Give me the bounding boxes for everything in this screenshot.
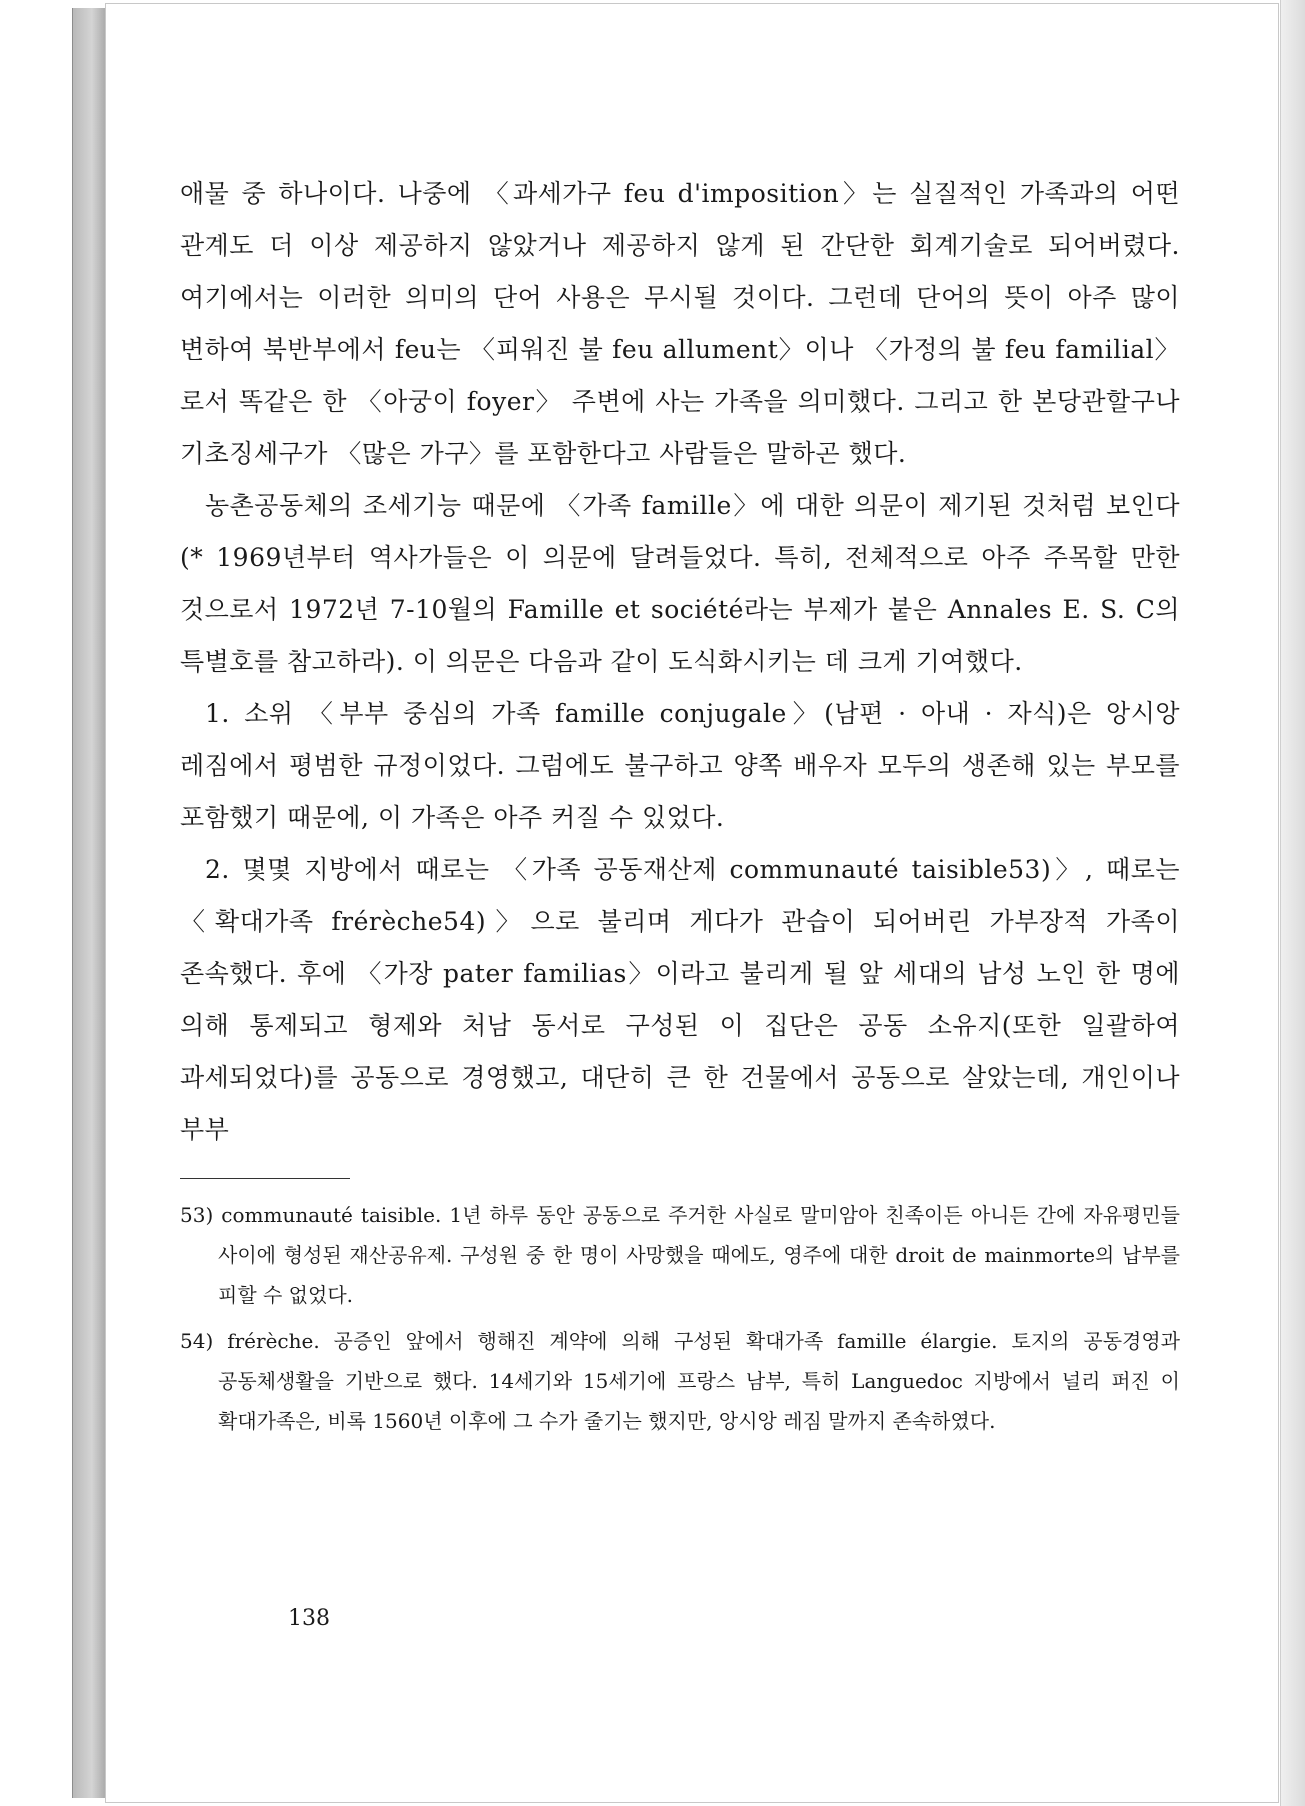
body-paragraph-1: 애물 중 하나이다. 나중에 〈과세가구 feu d'imposition〉는 실질적인 가족과의 어떤 관계도 더 이상 제공하지 않았거나 제공하지 않게 된 간단한 회계기술로 되어버렸다. 여기에서는 이러한 의미의 단어 사용은 무시될 것이다. 그런데 단어의 뜻이 아주 많이 변하여 북반부에서 feu는 〈피워진 불 feu allument〉이나 〈가정의 불 feu familial〉로서 똑같은 한 〈아궁이 foyer〉 주변에 사는 가족을 의미했다. 그리고 한 본당관할구나 기초징세구가 〈많은 가구〉를 포함한다고 사람들은 말하곤 했다. (180, 179, 1180, 468)
footnote-53: 53) communauté taisible. 1년 하루 동안 공동으로 주거한 사실로 말미암아 친족이든 아니든 간에 자유평민들 사이에 형성된 재산공유제. 구성원 중 한 명이 사망했을 때에도, 영주에 대한 droit de mainmorte의 납부를 피할 수 없었다. (180, 1203, 1180, 1307)
next-page-edge (1280, 0, 1305, 1806)
footnote-54: 54) frérèche. 공증인 앞에서 행해진 계약에 의해 구성된 확대가족 famille élargie. 토지의 공동경영과 공동체생활을 기반으로 했다. 14세기와 15세기에 프랑스 남부, 특히 Languedoc 지방에서 널리 퍼진 이 확대가족은, 비록 1560년 이후에 그 수가 줄기는 했지만, 앙시앙 레짐 말까지 존속하였다. (180, 1329, 1180, 1433)
footnote-separator (180, 1178, 350, 1179)
page-content (180, 168, 1180, 1447)
book-spine (72, 8, 107, 1798)
page-number: 138 (288, 1606, 330, 1631)
body-paragraph-4: 2. 몇몇 지방에서 때로는 〈가족 공동재산제 communauté taisible53)〉, 때로는 〈확대가족 frérèche54)〉으로 불리며 게다가 관습이 되어버린 가부장적 가족이 존속했다. 후에 〈가장 pater familias〉이라고 불리게 될 앞 세대의 남성 노인 한 명에 의해 통제되고 형제와 처남 동서로 구성된 이 집단은 공동 소유지(또한 일괄하여 과세되었다)를 공동으로 경영했고, 대단히 큰 한 건물에서 공동으로 살았는데, 개인이나 부부 (180, 855, 1180, 1144)
body-paragraph-3: 1. 소위 〈부부 중심의 가족 famille conjugale〉(남편 · 아내 · 자식)은 앙시앙 레짐에서 평범한 규정이었다. 그럼에도 불구하고 양쪽 배우자 모두의 생존해 있는 부모를 포함했기 때문에, 이 가족은 아주 커질 수 있었다. (180, 699, 1180, 832)
body-paragraph-2: 농촌공동체의 조세기능 때문에 〈가족 famille〉에 대한 의문이 제기된 것처럼 보인다(* 1969년부터 역사가들은 이 의문에 달려들었다. 특히, 전체적으로 아주 주목할 만한 것으로서 1972년 7-10월의 Famille et société라는 부제가 붙은 Annales E. S. C의 특별호를 참고하라). 이 의문은 다음과 같이 도식화시키는 데 크게 기여했다. (180, 491, 1180, 676)
